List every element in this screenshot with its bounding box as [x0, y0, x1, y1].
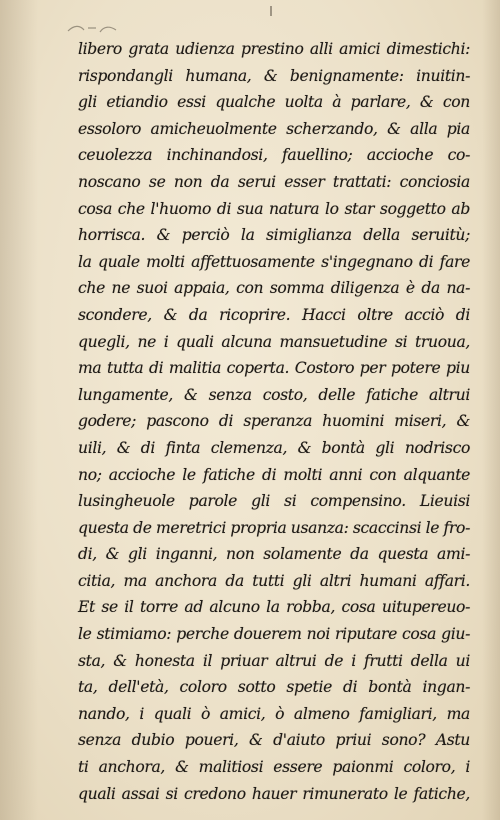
text-line: sta, & honesta il priuar altrui de i frutti della ui [78, 651, 470, 670]
text-line: rispondangli humana, & benignamente: inuitin- [78, 66, 470, 85]
text-line: ta, dell'età, coloro sotto spetie di bontà ingan- [78, 678, 470, 697]
margin-tick [270, 6, 272, 16]
text-line: le stimiamo: perche douerem noi riputare cosa giu- [78, 625, 470, 644]
text-line: gli etiandio essi qualche uolta à parlare, & con [78, 93, 470, 112]
text-line: scondere, & da ricoprire. Hacci oltre acciò di [78, 305, 470, 324]
text-line: la quale molti affettuosamente s'ingegnano di fare [78, 252, 470, 271]
text-line: cosa che l'huomo di sua natura lo star soggetto ab [78, 199, 470, 218]
text-line: questa de meretrici propria usanza: scaccinsi le fro- [78, 518, 470, 537]
text-line: citia, ma anchora da tutti gli altri humani affari. [78, 571, 470, 590]
text-line: libero grata udienza prestino alli amici dimestichi: [78, 40, 470, 58]
text-line: ma tutta di malitia coperta. Costoro per potere piu [78, 359, 470, 378]
text-line: ti anchora, & malitiosi essere paionmi coloro, i [78, 758, 470, 777]
text-line: senza dubio poueri, & d'aiuto priui sono? Astu [78, 731, 470, 750]
page-text-block [78, 36, 470, 807]
text-line: lungamente, & senza costo, delle fatiche altrui [78, 385, 470, 404]
text-line: uili, & di finta clemenza, & bontà gli nodrisco [78, 438, 470, 457]
text-line: quegli, ne i quali alcuna mansuetudine si truoua, [78, 332, 470, 351]
ink-flourish-mark [66, 22, 126, 36]
text-line: Et se il torre ad alcuno la robba, cosa uitupereuo- [78, 598, 470, 617]
text-line: no; accioche le fatiche di molti anni con alquante [78, 465, 470, 484]
text-line: quali assai si credono hauer rimunerato le fatiche, [78, 784, 470, 803]
text-line: horrisca. & perciò la simiglianza della seruitù; [78, 226, 470, 245]
text-line: essoloro amicheuolmente scherzando, & alla pia [78, 119, 470, 138]
text-line: che ne suoi appaia, con somma diligenza è da na- [78, 279, 470, 298]
text-line: lusingheuole parole gli si compensino. Lieuisi [78, 492, 470, 511]
text-line: di, & gli inganni, non solamente da questa ami- [78, 545, 470, 564]
text-line: ceuolezza inchinandosi, fauellino; accioche co- [78, 146, 470, 165]
text-line: nando, i quali ò amici, ò almeno famigliari, ma [78, 704, 470, 723]
text-line: godere; pascono di speranza huomini miseri, & [78, 412, 470, 431]
text-line: noscano se non da serui esser trattati: conciosia [78, 172, 470, 191]
